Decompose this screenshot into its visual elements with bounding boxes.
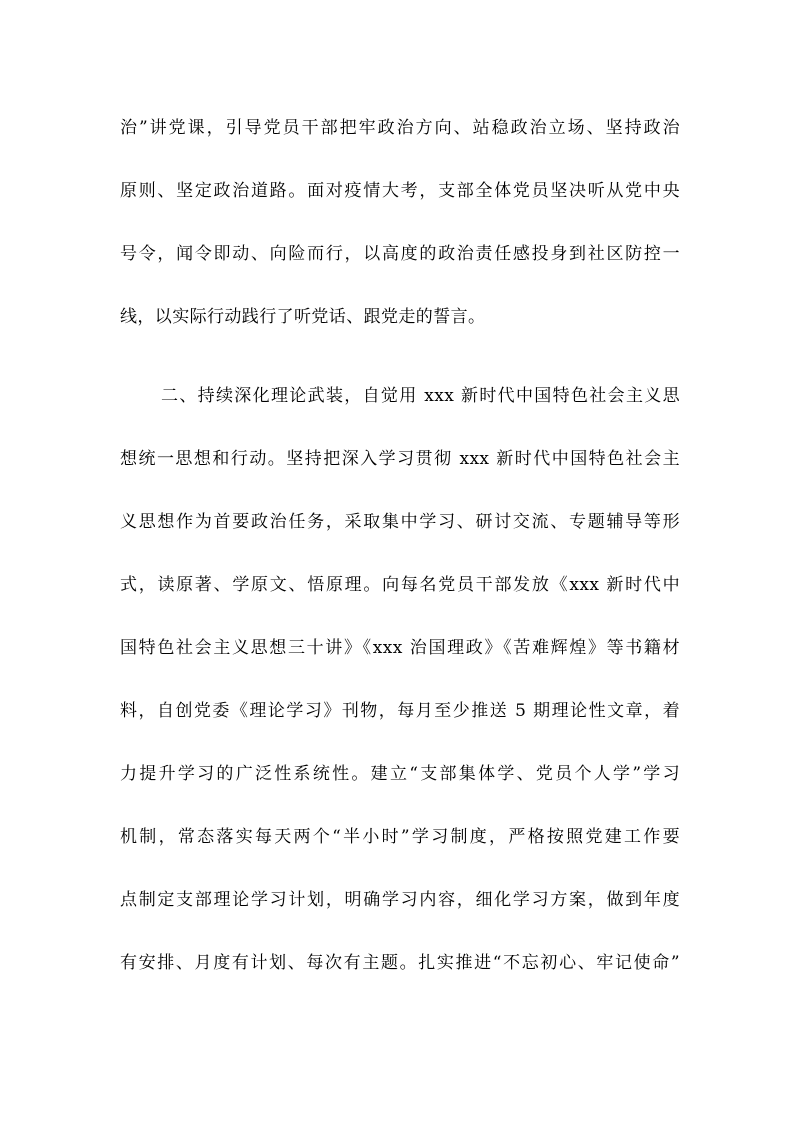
paragraph-line: 治”讲党课，引导党员干部把牢政治方向、站稳政治立场、坚持政治 — [120, 118, 680, 138]
paragraph-line: 想统一思想和行动。坚持把深入学习贯彻 xxx 新时代中国特色社会主 — [120, 449, 680, 469]
paragraph-line: 力提升学习的广泛性系统性。建立“支部集体学、党员个人学”学习 — [120, 764, 680, 784]
paragraph-line: 号令，闻令即动、向险而行，以高度的政治责任感投身到社区防控一 — [120, 244, 680, 264]
section-heading-line: 二、持续深化理论武装，自觉用 xxx 新时代中国特色社会主义思 — [161, 386, 680, 406]
paragraph-line: 式，读原著、学原文、悟原理。向每名党员干部发放《xxx 新时代中 — [120, 575, 680, 595]
paragraph-line: 线，以实际行动践行了听党话、跟党走的誓言。 — [120, 307, 486, 327]
paragraph-line: 国特色社会主义思想三十讲》《xxx 治国理政》《苦难辉煌》等书籍材 — [120, 638, 680, 658]
paragraph-line: 有安排、月度有计划、每次有主题。扎实推进“不忘初心、牢记使命” — [120, 953, 680, 973]
paragraph-line: 点制定支部理论学习计划，明确学习内容，细化学习方案，做到年度 — [120, 890, 680, 910]
paragraph-line: 原则、坚定政治道路。面对疫情大考，支部全体党员坚决听从党中央 — [120, 181, 680, 201]
paragraph-line: 料，自创党委《理论学习》刊物，每月至少推送 5 期理论性文章，着 — [120, 701, 680, 721]
paragraph-line: 机制，常态落实每天两个“半小时”学习制度，严格按照党建工作要 — [120, 827, 680, 847]
paragraph-line: 义思想作为首要政治任务，采取集中学习、研讨交流、专题辅导等形 — [120, 512, 680, 532]
